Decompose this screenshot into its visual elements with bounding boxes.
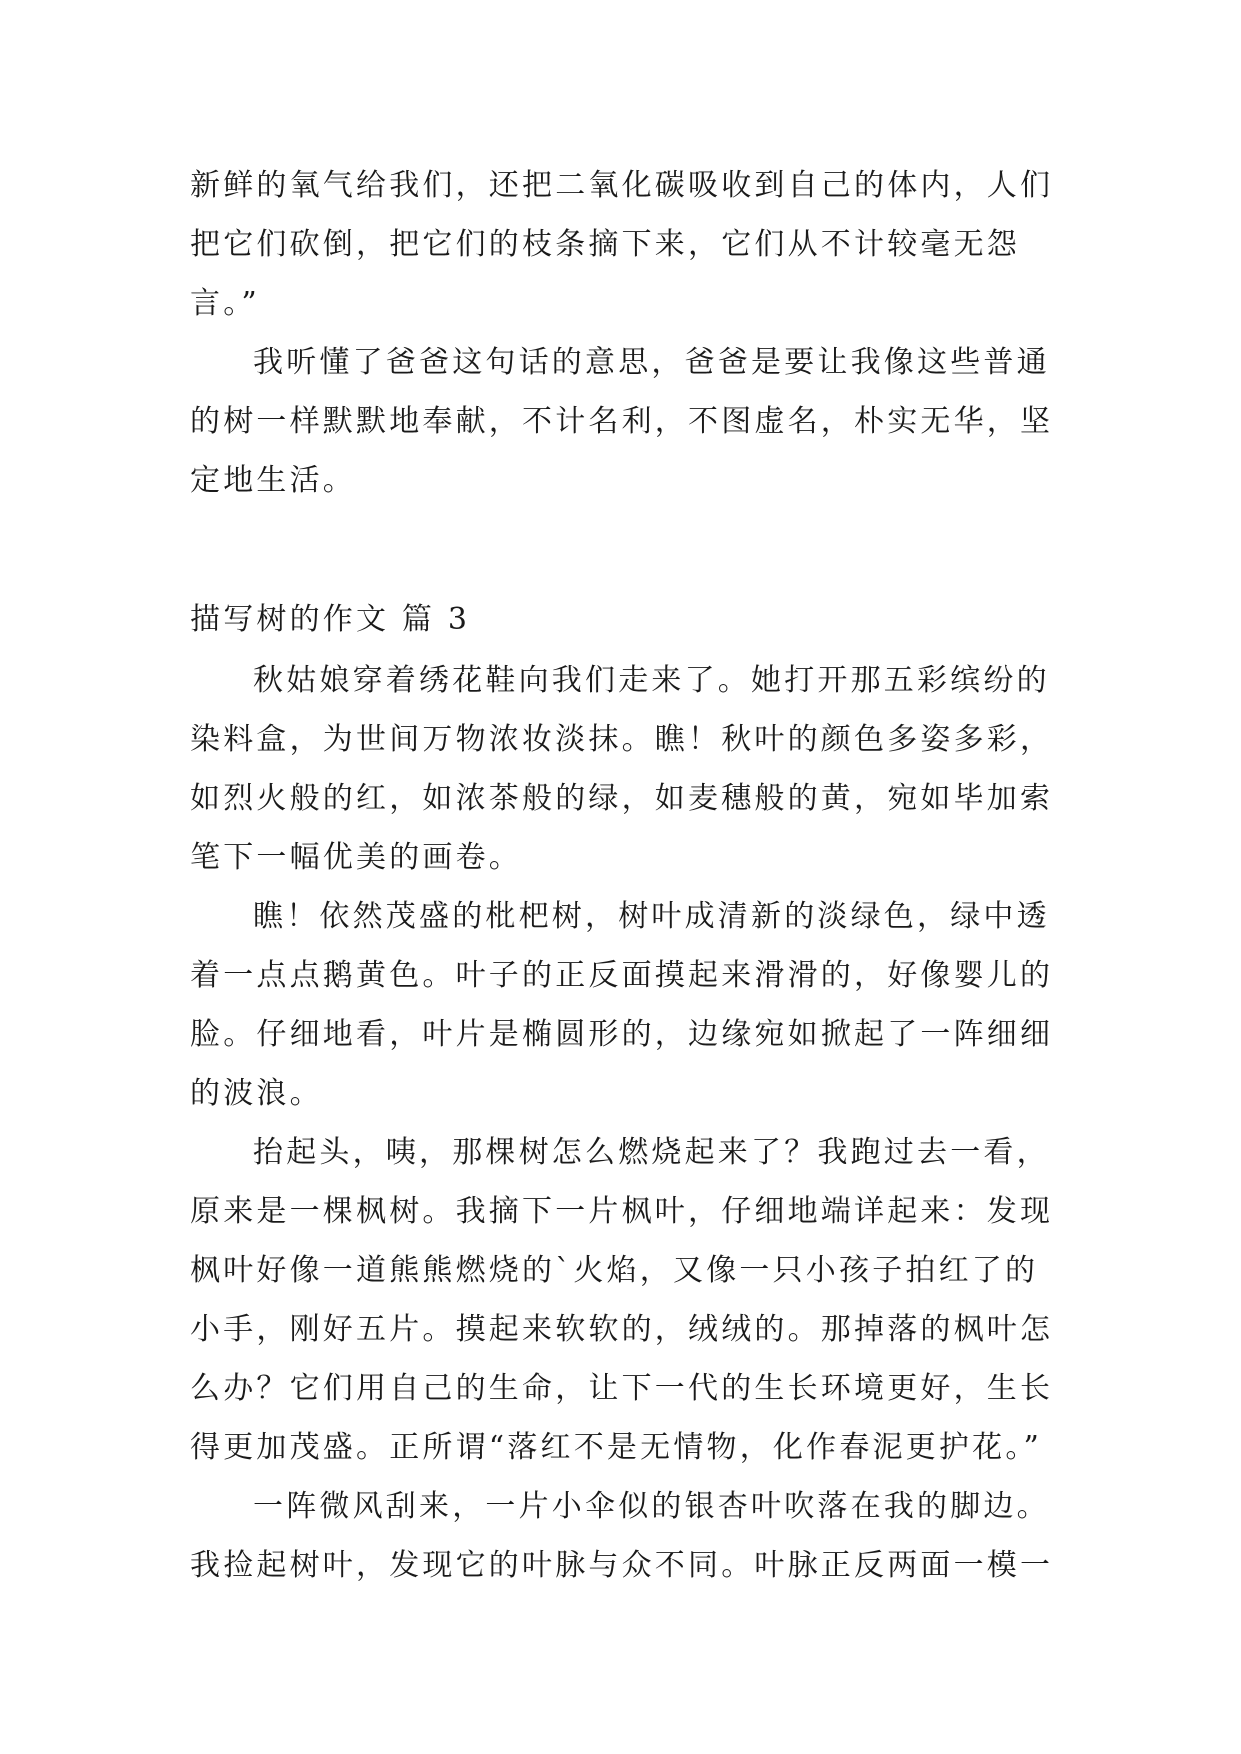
text-line: 新鲜的氧气给我们，还把二氧化碳吸收到自己的体内，人们	[190, 168, 1054, 203]
text-line: 得更加茂盛。正所谓“落红不是无情物，化作春泥更护花。”	[190, 1430, 1043, 1465]
text-line: 笔下一幅优美的画卷。	[190, 840, 522, 875]
paragraph-loquat	[190, 887, 1060, 1123]
text-line: 我捡起树叶，发现它的叶脉与众不同。叶脉正反两面一模一	[190, 1548, 1054, 1583]
text-line: 瞧！依然茂盛的枇杷树，树叶成清新的淡绿色，绿中透	[253, 899, 1050, 934]
text-line: 秋姑娘穿着绣花鞋向我们走来了。她打开那五彩缤纷的	[253, 663, 1050, 698]
paragraph-maple	[190, 1123, 1060, 1477]
text-line: 的波浪。	[190, 1076, 323, 1111]
text-line: 的树一样默默地奉献，不计名利，不图虚名，朴实无华，坚	[190, 404, 1054, 439]
text-line: 脸。仔细地看，叶片是椭圆形的，边缘宛如掀起了一阵细细	[190, 1017, 1054, 1052]
paragraph-father-meaning	[190, 333, 1060, 510]
section-gap	[190, 510, 1060, 590]
text-line: 小手，刚好五片。摸起来软软的，绒绒的。那掉落的枫叶怎	[190, 1312, 1054, 1347]
section-heading: 描写树的作文 篇 3	[190, 602, 471, 637]
text-line: 如烈火般的红，如浓茶般的绿，如麦穗般的黄，宛如毕加索	[190, 781, 1054, 816]
text-line: 原来是一棵枫树。我摘下一片枫叶，仔细地端详起来：发现	[190, 1194, 1054, 1229]
text-line: 我听懂了爸爸这句话的意思，爸爸是要让我像这些普通	[253, 345, 1050, 380]
text-line: 言。”	[190, 286, 260, 321]
paragraph-continuation	[190, 156, 1060, 333]
paragraph-autumn	[190, 651, 1060, 887]
text-line: 抬起头，咦，那棵树怎么燃烧起来了？我跑过去一看，	[253, 1135, 1050, 1170]
text-line: 么办？它们用自己的生命，让下一代的生长环境更好，生长	[190, 1371, 1054, 1406]
paragraph-ginkgo	[190, 1477, 1060, 1595]
text-line: 染料盒，为世间万物浓妆淡抹。瞧！秋叶的颜色多姿多彩，	[190, 722, 1054, 757]
text-line: 把它们砍倒，把它们的枝条摘下来，它们从不计较毫无怨	[190, 227, 1020, 262]
text-line: 一阵微风刮来，一片小伞似的银杏叶吹落在我的脚边。	[253, 1489, 1050, 1524]
text-line: 枫叶好像一道熊熊燃烧的`火焰，又像一只小孩子拍红了的	[190, 1253, 1039, 1288]
document-body	[190, 156, 1060, 1595]
text-line: 着一点点鹅黄色。叶子的正反面摸起来滑滑的，好像婴儿的	[190, 958, 1054, 993]
text-line: 定地生活。	[190, 463, 356, 498]
